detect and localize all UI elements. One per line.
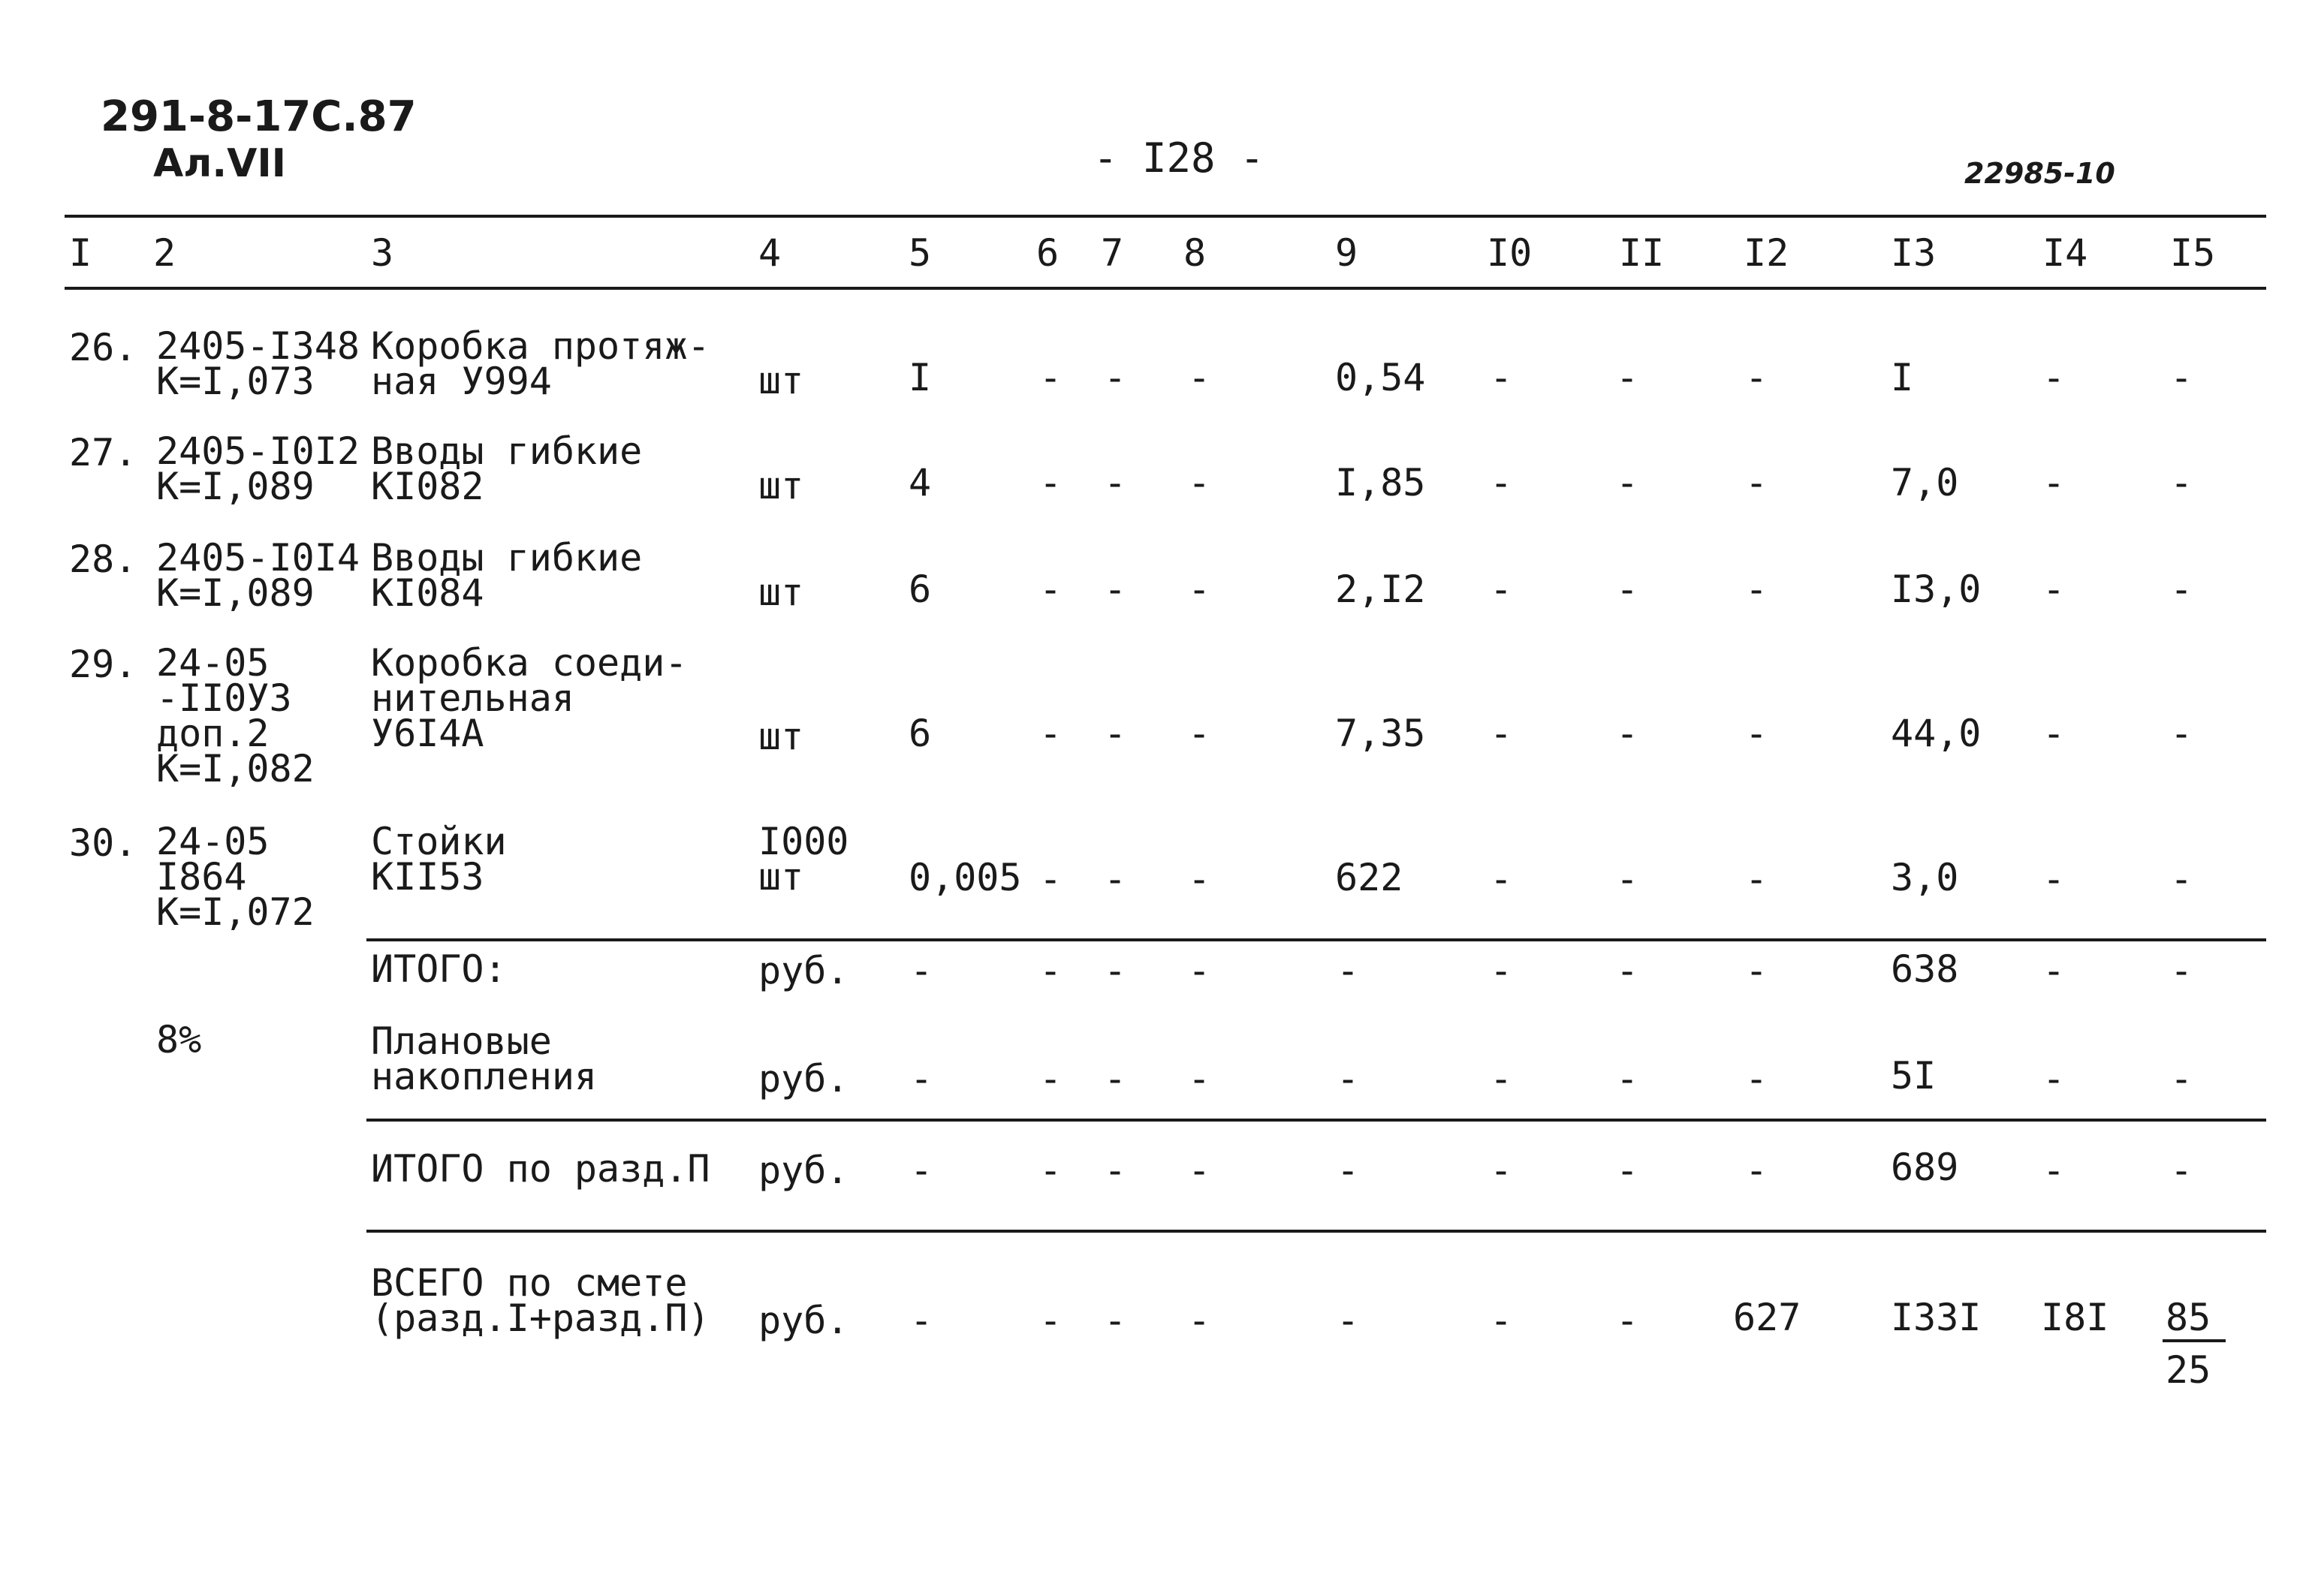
archive-stamp: 22985-10 bbox=[1964, 157, 2115, 190]
column-header-13: I3 bbox=[1891, 231, 1937, 275]
column-header-8: 8 bbox=[1183, 231, 1207, 275]
percent-rate: 8% bbox=[156, 1018, 202, 1061]
column-header-2: 2 bbox=[153, 231, 176, 275]
cell-9: - bbox=[1337, 1299, 1360, 1342]
cell-8: - bbox=[1188, 712, 1211, 755]
column-header-6: 6 bbox=[1036, 231, 1060, 275]
cell-13: I bbox=[1891, 356, 1914, 399]
column-header-10: I0 bbox=[1487, 231, 1533, 275]
cell-14: - bbox=[2042, 712, 2066, 755]
item-name: Коробка соеди- нительная У6I4А bbox=[371, 641, 688, 755]
fraction-line bbox=[2163, 1339, 2226, 1342]
column-header-11: II bbox=[1619, 231, 1665, 275]
cell-12: - bbox=[1745, 1149, 1768, 1192]
price-code: 2405-I0I4 К=I,089 bbox=[156, 536, 360, 615]
cell-5: 4 bbox=[909, 461, 932, 504]
row-number: 27. bbox=[69, 431, 137, 474]
cell-13: I3,0 bbox=[1891, 568, 1982, 611]
cell-7: - bbox=[1104, 1149, 1127, 1192]
cell-11: - bbox=[1616, 568, 1639, 611]
column-header-4: 4 bbox=[758, 231, 782, 275]
item-name: Коробка протяж- ная У994 bbox=[371, 324, 710, 403]
cell-6: - bbox=[1039, 1057, 1063, 1101]
document-code: 291-8-17С.87 bbox=[101, 92, 417, 141]
cell-11: - bbox=[1616, 1299, 1639, 1342]
cell-10: - bbox=[1490, 949, 1513, 992]
item-name: ВСЕГО по смете (разд.I+разд.П) bbox=[371, 1261, 710, 1340]
cell-15: - bbox=[2170, 356, 2193, 399]
item-name: Вводы гибкие КI084 bbox=[371, 536, 643, 615]
cell-11: - bbox=[1616, 712, 1639, 755]
cell-5: - bbox=[910, 1149, 933, 1192]
item-name: ИТОГО: bbox=[371, 947, 507, 991]
cell-8: - bbox=[1188, 568, 1211, 611]
cell-10: - bbox=[1490, 857, 1513, 901]
header-bottom-rule bbox=[65, 287, 2266, 290]
item-name: ИТОГО по разд.П bbox=[371, 1147, 710, 1191]
column-header-1: I bbox=[69, 231, 92, 275]
cell-8: - bbox=[1188, 1299, 1211, 1342]
cell-5: 0,005 bbox=[909, 856, 1022, 899]
cell-13: 638 bbox=[1891, 947, 1959, 991]
cell-10: - bbox=[1490, 461, 1513, 504]
cell-12: - bbox=[1745, 568, 1768, 611]
cell-9: 2,I2 bbox=[1335, 568, 1426, 611]
cell-14: - bbox=[2042, 568, 2066, 611]
cell-8: - bbox=[1188, 1057, 1211, 1101]
row-number: 28. bbox=[69, 538, 137, 581]
cell-6: - bbox=[1039, 857, 1063, 901]
cell-8: - bbox=[1188, 857, 1211, 901]
cell-12: - bbox=[1745, 356, 1768, 399]
cell-15-numerator: 85 bbox=[2166, 1296, 2211, 1339]
cell-12: - bbox=[1745, 1057, 1768, 1101]
cell-14: - bbox=[2042, 356, 2066, 399]
cell-11: - bbox=[1616, 857, 1639, 901]
page-number: - I28 - bbox=[1093, 134, 1265, 182]
cell-14: - bbox=[2042, 949, 2066, 992]
cell-6: - bbox=[1039, 461, 1063, 504]
column-header-12: I2 bbox=[1744, 231, 1789, 275]
cell-5: - bbox=[910, 949, 933, 992]
cell-15: - bbox=[2170, 712, 2193, 755]
cell-7: - bbox=[1104, 712, 1127, 755]
unit: шт bbox=[758, 359, 804, 402]
price-code: 2405-I348 К=I,073 bbox=[156, 324, 360, 403]
cell-13: 689 bbox=[1891, 1146, 1959, 1189]
cell-12: - bbox=[1745, 461, 1768, 504]
cell-15: - bbox=[2170, 1057, 2193, 1101]
cell-12: 627 bbox=[1733, 1296, 1801, 1339]
cell-5: 6 bbox=[909, 568, 932, 611]
grand-total-rule bbox=[366, 1230, 2266, 1233]
cell-8: - bbox=[1188, 1149, 1211, 1192]
cell-7: - bbox=[1104, 568, 1127, 611]
cell-13: 7,0 bbox=[1891, 461, 1959, 504]
cell-10: - bbox=[1490, 356, 1513, 399]
cell-14: - bbox=[2042, 461, 2066, 504]
cell-5: - bbox=[910, 1057, 933, 1101]
column-header-9: 9 bbox=[1335, 231, 1358, 275]
cell-12: - bbox=[1745, 949, 1768, 992]
cell-13: 3,0 bbox=[1891, 856, 1959, 899]
cell-7: - bbox=[1104, 461, 1127, 504]
cell-10: - bbox=[1490, 1149, 1513, 1192]
unit: шт bbox=[758, 571, 804, 614]
unit: I000 шт bbox=[758, 820, 849, 899]
cell-11: - bbox=[1616, 949, 1639, 992]
cell-14: I8I bbox=[2041, 1296, 2109, 1339]
cell-15: - bbox=[2170, 949, 2193, 992]
unit: шт bbox=[758, 715, 804, 758]
cell-9: - bbox=[1337, 1057, 1360, 1101]
cell-15: - bbox=[2170, 461, 2193, 504]
cell-13: 44,0 bbox=[1891, 712, 1982, 755]
cell-11: - bbox=[1616, 356, 1639, 399]
price-code: 2405-I0I2 К=I,089 bbox=[156, 429, 360, 508]
item-name: Вводы гибкие КI082 bbox=[371, 429, 643, 508]
cell-10: - bbox=[1490, 568, 1513, 611]
price-code: 24-05 -II0У3 доп.2 К=I,082 bbox=[156, 641, 315, 790]
cell-5: - bbox=[910, 1299, 933, 1342]
row-number: 30. bbox=[69, 821, 137, 865]
cell-6: - bbox=[1039, 949, 1063, 992]
unit: руб. bbox=[758, 1149, 849, 1192]
cell-9: - bbox=[1337, 1149, 1360, 1192]
cell-11: - bbox=[1616, 1057, 1639, 1101]
cell-6: - bbox=[1039, 1149, 1063, 1192]
item-name: Стойки КII53 bbox=[371, 820, 507, 899]
subtotal-rule bbox=[366, 938, 2266, 941]
cell-10: - bbox=[1490, 1299, 1513, 1342]
unit: шт bbox=[758, 464, 804, 507]
column-header-15: I5 bbox=[2170, 231, 2216, 275]
cell-7: - bbox=[1104, 356, 1127, 399]
cell-12: - bbox=[1745, 712, 1768, 755]
section-total-rule bbox=[366, 1119, 2266, 1122]
cell-14: - bbox=[2042, 857, 2066, 901]
cell-8: - bbox=[1188, 461, 1211, 504]
cell-11: - bbox=[1616, 461, 1639, 504]
cell-5: 6 bbox=[909, 712, 932, 755]
cell-6: - bbox=[1039, 1299, 1063, 1342]
cell-7: - bbox=[1104, 1299, 1127, 1342]
unit: руб. bbox=[758, 949, 849, 992]
price-code: 24-05 I864 К=I,072 bbox=[156, 820, 315, 934]
cell-13: I33I bbox=[1891, 1296, 1982, 1339]
column-header-5: 5 bbox=[909, 231, 932, 275]
cell-7: - bbox=[1104, 857, 1127, 901]
cell-11: - bbox=[1616, 1149, 1639, 1192]
cell-10: - bbox=[1490, 712, 1513, 755]
cell-7: - bbox=[1104, 949, 1127, 992]
cell-6: - bbox=[1039, 712, 1063, 755]
table-top-rule bbox=[65, 215, 2266, 218]
cell-8: - bbox=[1188, 356, 1211, 399]
column-header-7: 7 bbox=[1101, 231, 1124, 275]
album-label: Ал.VII bbox=[153, 141, 287, 186]
cell-15: - bbox=[2170, 857, 2193, 901]
cell-9: - bbox=[1337, 949, 1360, 992]
unit: руб. bbox=[758, 1057, 849, 1101]
cell-5: I bbox=[909, 356, 932, 399]
cell-6: - bbox=[1039, 356, 1063, 399]
item-name: Плановые накопления bbox=[371, 1019, 598, 1098]
cell-12: - bbox=[1745, 857, 1768, 901]
cell-15: - bbox=[2170, 1149, 2193, 1192]
row-number: 26. bbox=[69, 326, 137, 369]
cell-14: - bbox=[2042, 1057, 2066, 1101]
cell-9: 622 bbox=[1335, 856, 1403, 899]
cell-10: - bbox=[1490, 1057, 1513, 1101]
cell-14: - bbox=[2042, 1149, 2066, 1192]
cell-15: - bbox=[2170, 568, 2193, 611]
unit: руб. bbox=[758, 1299, 849, 1342]
cell-8: - bbox=[1188, 949, 1211, 992]
cell-7: - bbox=[1104, 1057, 1127, 1101]
cell-15-denominator: 25 bbox=[2166, 1348, 2211, 1392]
column-header-14: I4 bbox=[2042, 231, 2088, 275]
cell-9: 0,54 bbox=[1335, 356, 1426, 399]
cell-9: I,85 bbox=[1335, 461, 1426, 504]
column-header-3: 3 bbox=[371, 231, 394, 275]
cell-6: - bbox=[1039, 568, 1063, 611]
row-number: 29. bbox=[69, 643, 137, 686]
cell-13: 5I bbox=[1891, 1054, 1937, 1098]
cell-9: 7,35 bbox=[1335, 712, 1426, 755]
